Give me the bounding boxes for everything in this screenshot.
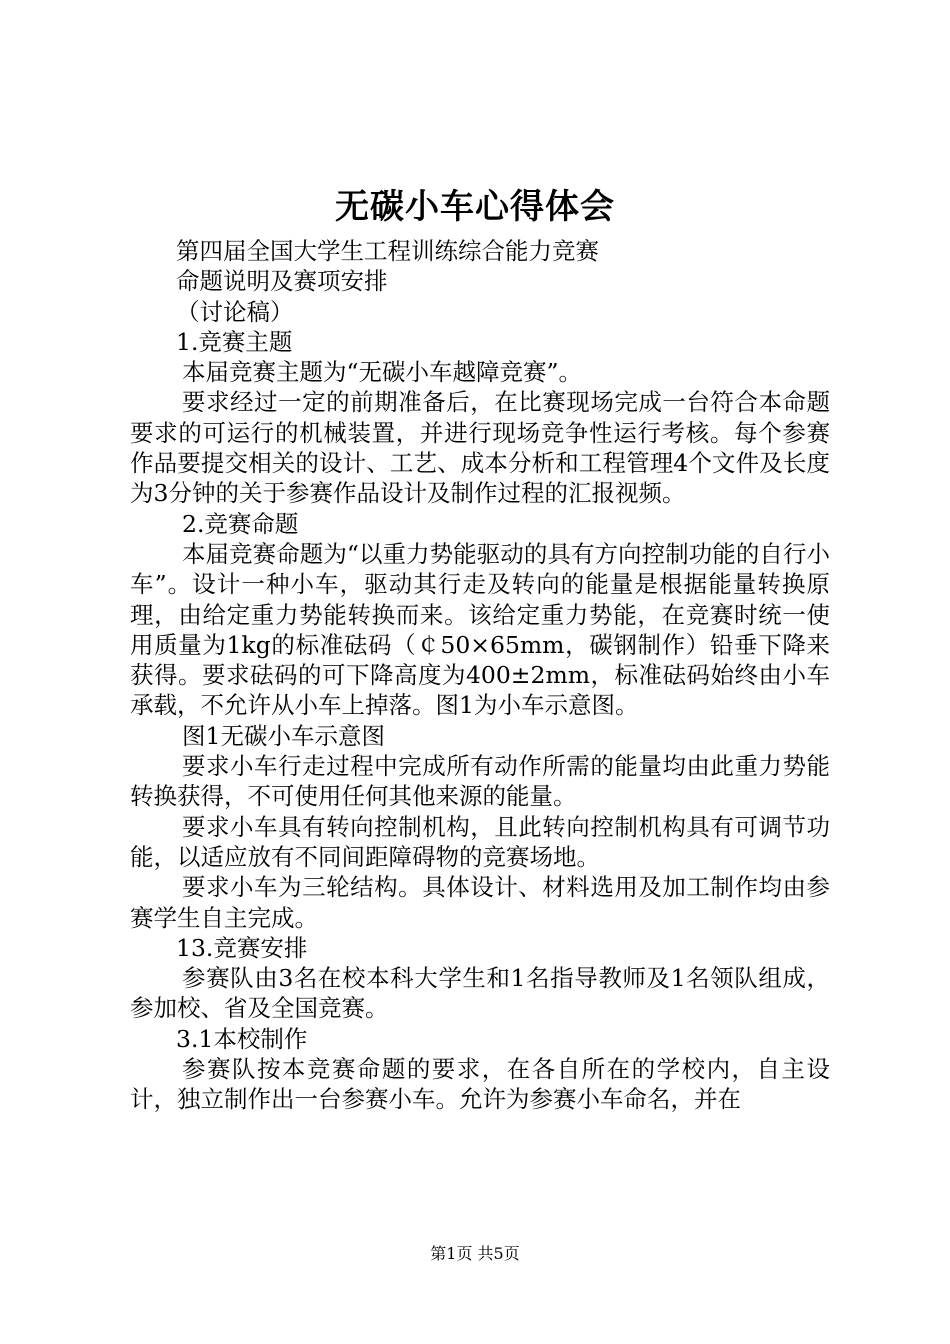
document-title: 无碳小车心得体会 xyxy=(335,187,615,227)
figure-caption: 图1无碳小车示意图 xyxy=(182,721,385,750)
paragraph: 要求小车行走过程中完成所有动作所需的能量均由此重力势能转换获得，不可使用任何其他来源的能量。 xyxy=(130,752,830,811)
paragraph: 要求小车为三轮结构。具体设计、材料选用及加工制作均由参赛学生自主完成。 xyxy=(130,873,830,932)
subtitle-line: 第四届全国大学生工程训练综合能力竞赛 xyxy=(176,237,599,265)
paragraph: 要求小车具有转向控制机构，且此转向控制机构具有可调节功能，以适应放有不同间距障碍物的竞赛场地。 xyxy=(130,812,830,871)
draft-note: （讨论稿） xyxy=(176,297,294,326)
paragraph: 参赛队由3名在校本科大学生和1名指导教师及1名领队组成，参加校、省及全国竞赛。 xyxy=(130,964,830,1023)
document-body xyxy=(130,236,830,1115)
section-heading: 13.竞赛安排 xyxy=(176,933,308,962)
paragraph: 参赛队按本竞赛命题的要求，在各自所在的学校内，自主设计，独立制作出一台参赛小车。允许为参赛小车命名，并在 xyxy=(130,1055,830,1114)
paragraph: 要求经过一定的前期准备后，在比赛现场完成一台符合本命题要求的可运行的机械装置，并进行现场竞争性运行考核。每个参赛作品要提交相关的设计、工艺、成本分析和工程管理4个文件及长度为3分钟的关于参赛作品设计及制作过程的汇报视频。 xyxy=(130,388,830,508)
paragraph-line: 本届竞赛主题为“无碳小车越障竞赛”。 xyxy=(182,358,583,387)
section-heading: 1.竞赛主题 xyxy=(176,327,293,356)
paragraph: 本届竞赛命题为“以重力势能驱动的具有方向控制功能的自行小车”。设计一种小车，驱动其行走及转向的能量是根据能量转换原理，由给定重力势能转换而来。该给定重力势能，在竞赛时统一使用质量为1kg的标准砝码（￠50×65mm，碳钢制作）铅垂下降来获得。要求砝码的可下降高度为400±2mm，标准砝码始终由小车承载，不允许从小车上掉落。图1为小车示意图。 xyxy=(130,539,830,720)
subtitle-line: 命题说明及赛项安排 xyxy=(176,267,388,296)
page-footer: 第1页 共5页 xyxy=(430,1244,520,1263)
section-heading: 2.竞赛命题 xyxy=(182,509,299,538)
subsection-heading: 3.1本校制作 xyxy=(176,1024,308,1053)
